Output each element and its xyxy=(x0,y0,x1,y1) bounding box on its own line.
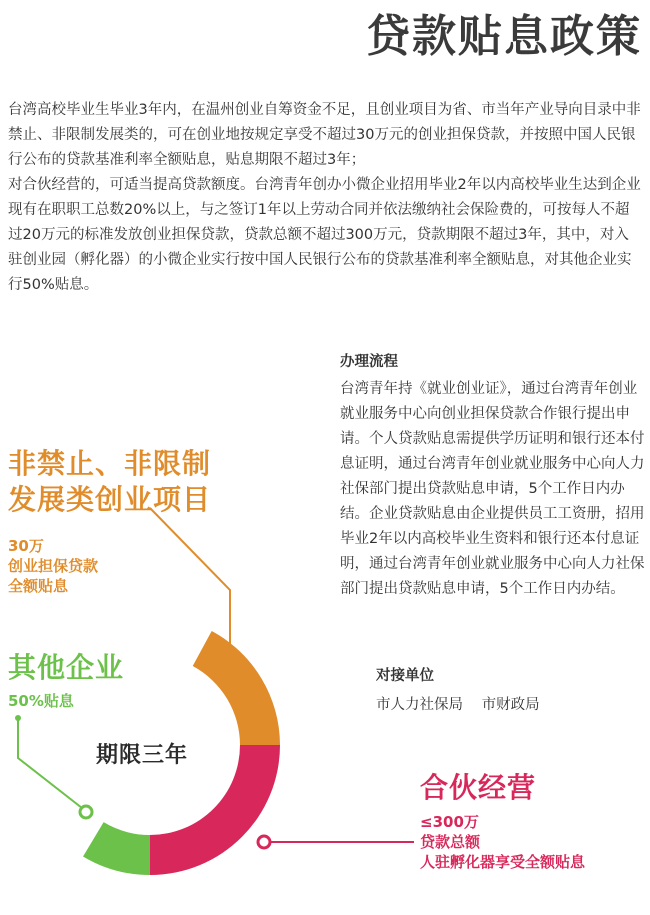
contact-unit-hrss: 市人力社保局 xyxy=(376,697,463,713)
connector-dot-pink xyxy=(258,836,270,848)
segment-orange-detail-line-1: 30万 xyxy=(8,537,44,555)
segment-orange-detail-line-3: 全额贴息 xyxy=(8,577,69,595)
connector-dot-green-top xyxy=(15,715,21,721)
segment-pink-detail xyxy=(420,812,585,872)
segment-orange-heading-line-1: 非禁止、非限制 xyxy=(8,447,212,480)
intro-paragraph-2: 对合伙经营的，可适当提高贷款额度。台湾青年创办小微企业招用毕业2年以内高校毕业生达到企业现有在职职工总数20%以上，与之签订1年以上劳动合同并依法缴纳社会保险费的，可按每人不超过20万元的标准发放创业担保贷款，贷款总额不超过300万元，贷款期限不超过3年，其中，对入驻创业园（孵化器）的小微企业实行按中国人民银行公布的贷款基准利率全额贴息，对其他企业实行50%贴息。 xyxy=(8,177,641,293)
connector-line-green xyxy=(18,718,82,808)
segment-green-heading: 其他企业 xyxy=(8,651,125,684)
segment-pink-heading: 合伙经营 xyxy=(420,771,537,804)
segment-pink-detail-line-1: ≤300万 xyxy=(420,813,479,831)
intro-paragraph-1: 台湾高校毕业生毕业3年内，在温州创业自筹资金不足，且创业项目为省、市当年产业导向目录中非禁止、非限制发展类的，可在创业地按规定享受不超过30万元的创业担保贷款，并按照中国人民银行公布的贷款基准利率全额贴息，贴息期限不超过3年； xyxy=(8,102,641,168)
segment-green-detail: 50%贴息 xyxy=(8,692,74,710)
segment-orange-detail-line-2: 创业担保贷款 xyxy=(8,557,99,575)
segment-pink-detail-line-3: 人驻孵化器享受全额贴息 xyxy=(420,853,586,871)
process-heading: 办理流程 xyxy=(340,354,398,370)
segment-orange-detail xyxy=(8,536,98,596)
contact-heading: 对接单位 xyxy=(376,668,434,684)
ring-segment-green xyxy=(83,822,150,875)
ring-segment-orange xyxy=(193,631,280,745)
connector-dot-green xyxy=(80,806,92,818)
segment-pink-detail-line-2: 贷款总额 xyxy=(420,833,481,851)
process-body: 台湾青年持《就业创业证》，通过台湾青年创业就业服务中心向创业担保贷款合作银行提出申请。个人贷款贴息需提供学历证明和银行还本付息证明，通过台湾青年创业就业服务中心向人力社保部门提出贷款贴息申请，5个工作日内办结。企业贷款贴息由企业提供员工工资册，招用毕业2年以内高校毕业生资料和银行还本付息证明，通过台湾青年创业就业服务中心向人力社保部门提出贷款贴息申请，5个工作日内办结。 xyxy=(340,381,645,597)
segment-orange-heading xyxy=(8,446,211,518)
connector-line-orange xyxy=(150,508,230,652)
segment-orange-heading-line-2: 发展类创业项目 xyxy=(8,483,212,516)
center-label: 期限三年 xyxy=(96,743,189,768)
page-title: 贷款贴息政策 xyxy=(366,11,642,62)
contact-unit-finance: 市财政局 xyxy=(481,697,540,713)
